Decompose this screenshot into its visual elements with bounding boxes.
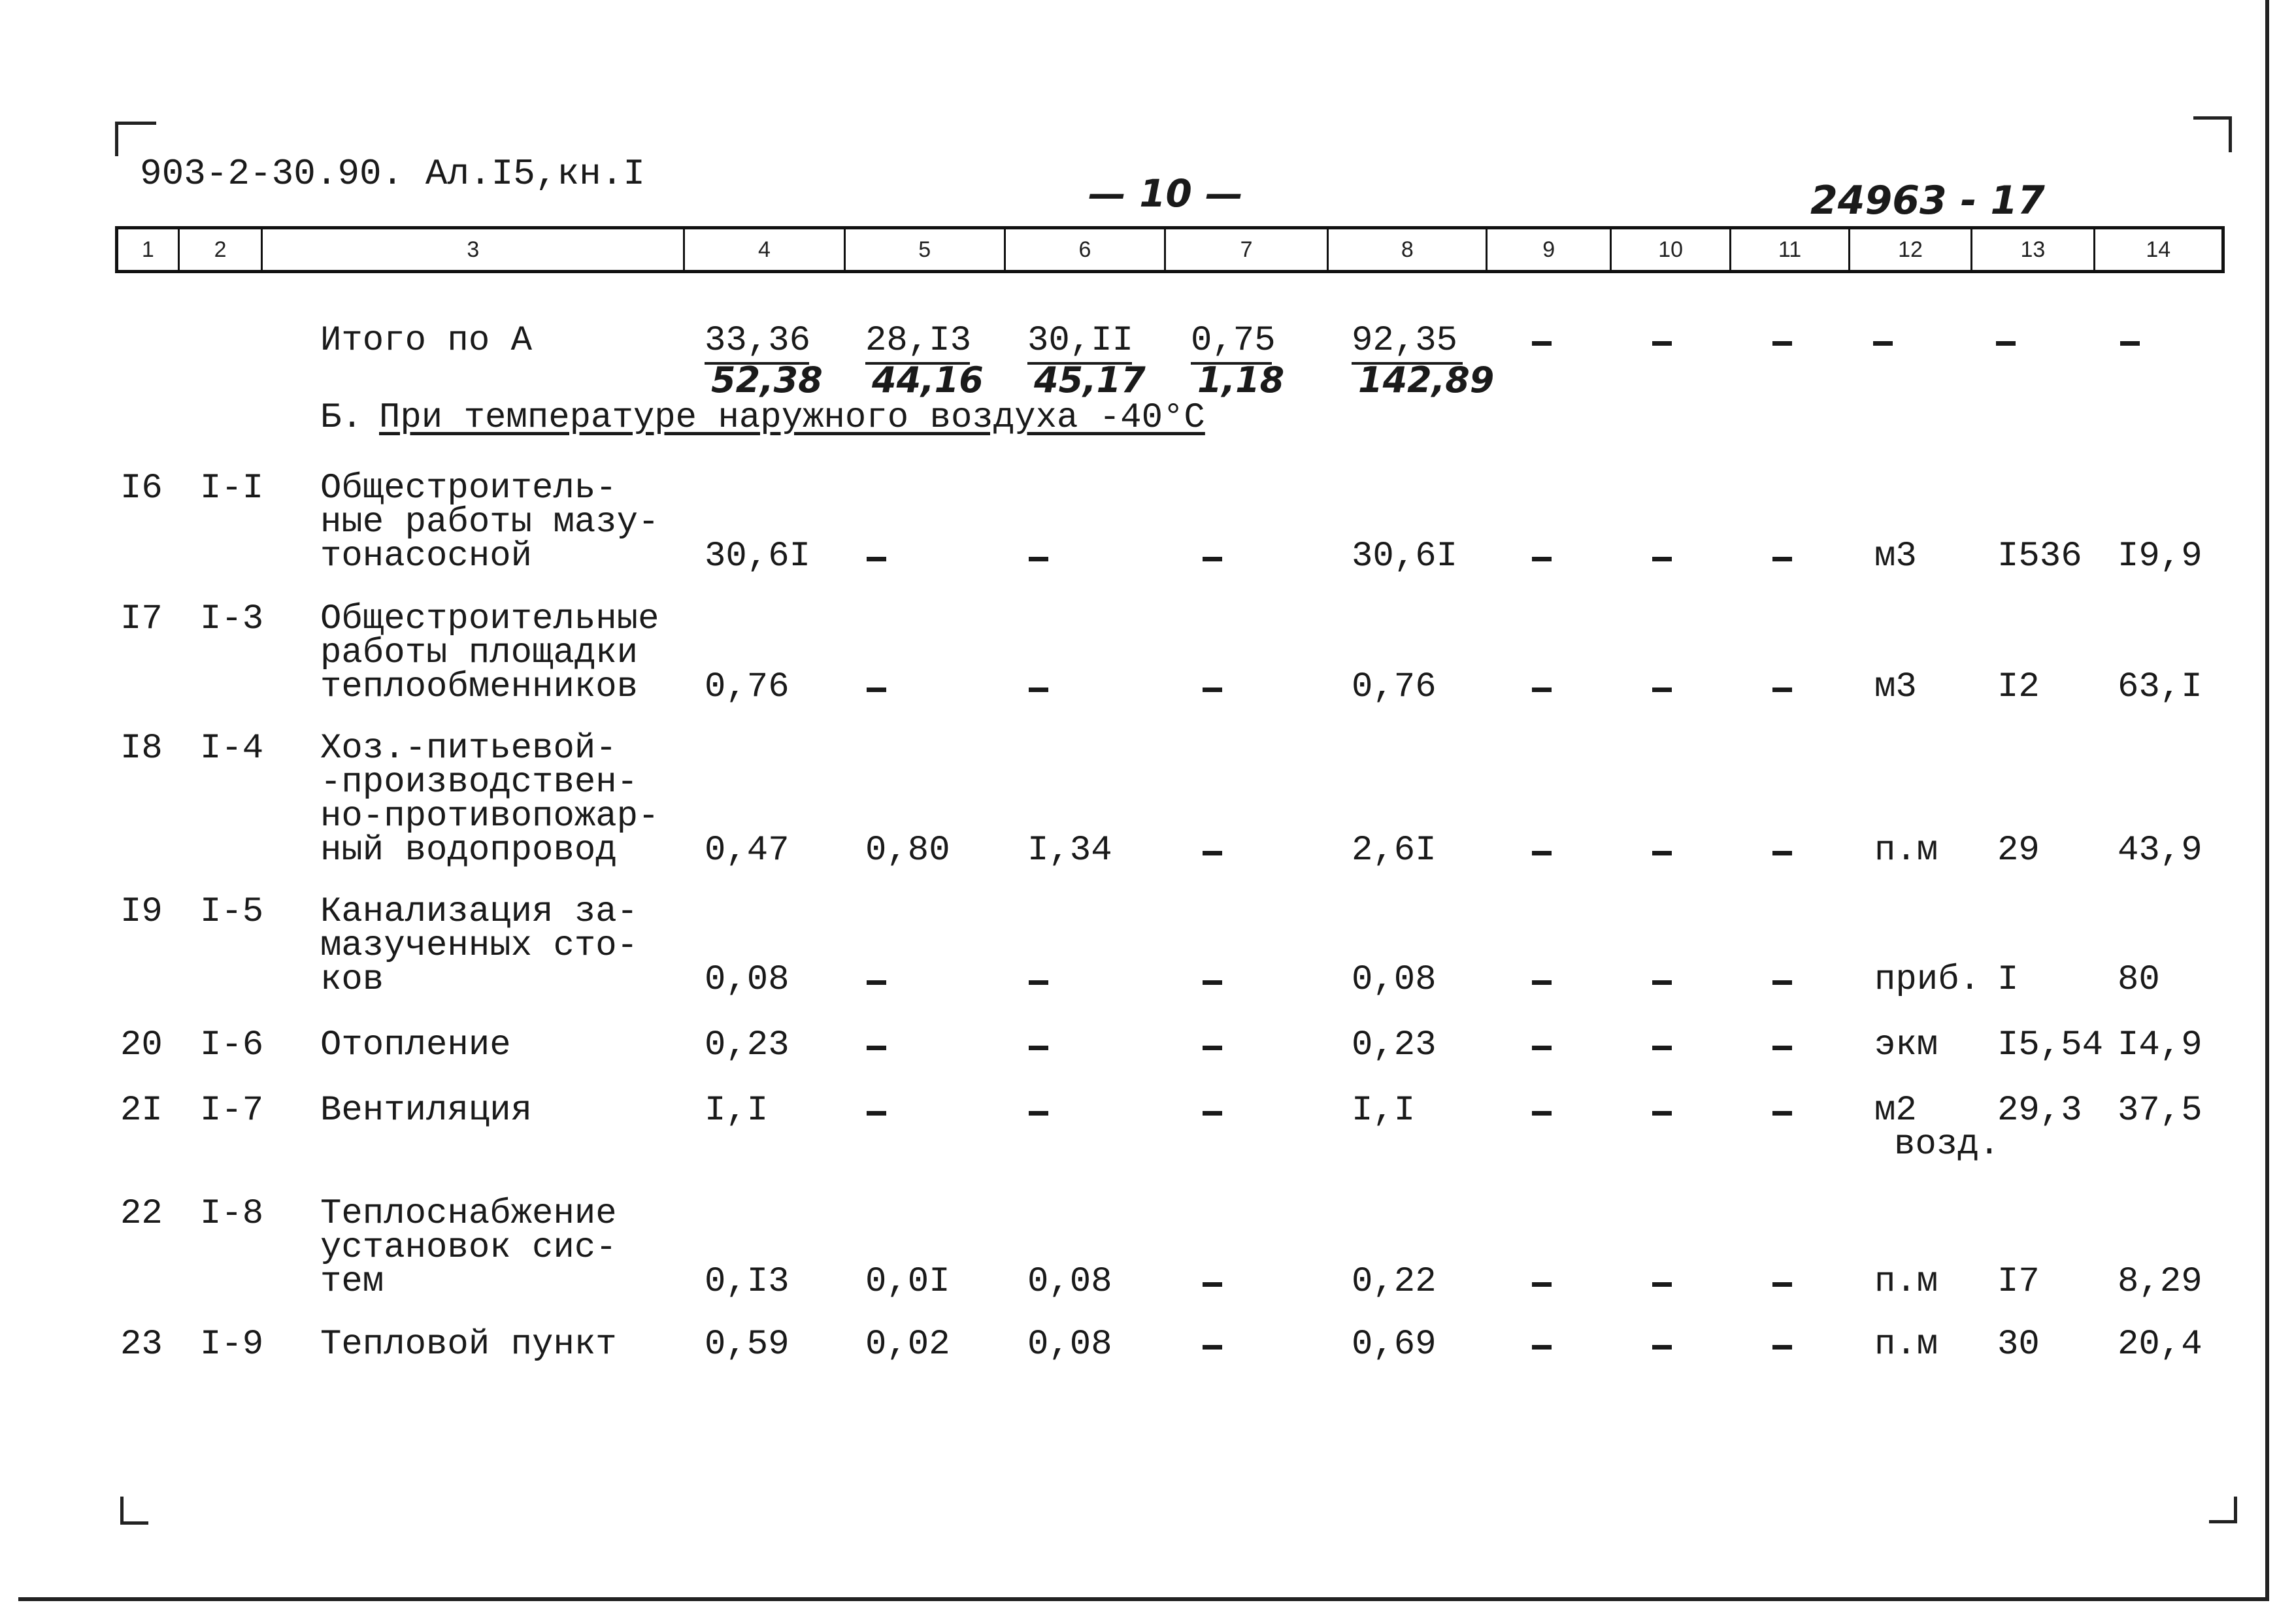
row-value-col14: 8,29 xyxy=(2118,1262,2203,1302)
column-header-7: 7 xyxy=(1166,229,1329,270)
row-dash-c7 xyxy=(1203,557,1222,561)
row-number: I8 xyxy=(120,729,163,769)
row-unit: приб. xyxy=(1874,960,1981,1000)
row-number: 22 xyxy=(120,1194,163,1234)
totals-value-bottom: 44,16 xyxy=(872,359,984,401)
column-header-14: 14 xyxy=(2146,237,2171,262)
row-name-line: ков xyxy=(320,960,384,1000)
row-name-line: Хоз.-питьевой- xyxy=(320,729,617,769)
row-value-col4: 0,I3 xyxy=(705,1262,790,1302)
column-header-4: 4 xyxy=(685,229,845,270)
column-header-12: 12 xyxy=(1850,229,1972,270)
row-dash-c11 xyxy=(1772,1046,1792,1050)
row-unit: п.м xyxy=(1874,1325,1938,1365)
row-value-col4: 0,08 xyxy=(705,960,790,1000)
frame-corner-bottom-right xyxy=(2209,1497,2237,1523)
row-quantity: I536 xyxy=(1997,537,2082,576)
row-value-col8: 2,6I xyxy=(1352,831,1437,870)
row-dash-c6 xyxy=(1029,688,1048,692)
row-dash-c6 xyxy=(1029,557,1048,561)
totals-value-bottom: 142,89 xyxy=(1358,359,1495,401)
row-quantity: I2 xyxy=(1997,667,2040,707)
row-code: I-3 xyxy=(200,599,264,639)
row-number: I7 xyxy=(120,599,163,639)
row-dash-c7 xyxy=(1203,1111,1222,1116)
row-value-col14: I9,9 xyxy=(2118,537,2203,576)
row-value-col4: 30,6I xyxy=(705,537,811,576)
row-dash-c7 xyxy=(1203,851,1222,855)
column-header-13: 13 xyxy=(1972,229,2095,270)
row-dash-c9 xyxy=(1532,980,1552,985)
row-value-c6: 0,08 xyxy=(1027,1325,1112,1365)
row-value-col14: 80 xyxy=(2118,960,2160,1000)
frame-corner-top-left xyxy=(115,122,156,156)
column-number-strip xyxy=(115,226,2225,273)
row-dash-c6 xyxy=(1029,1111,1048,1116)
row-dash-c11 xyxy=(1772,980,1792,985)
totals-value-bottom: 1,18 xyxy=(1197,359,1285,401)
row-dash-c11 xyxy=(1772,688,1792,692)
row-value-c6: I,34 xyxy=(1027,831,1112,870)
totals-dash xyxy=(1873,341,1893,346)
row-code: I-4 xyxy=(200,729,264,769)
row-name-line: ный водопровод xyxy=(320,831,617,870)
row-value-col14: 20,4 xyxy=(2118,1325,2203,1365)
totals-value-top: 33,36 xyxy=(705,321,811,361)
row-name-line: но-противопожар- xyxy=(320,797,659,837)
row-number: I6 xyxy=(120,469,163,508)
row-dash-c10 xyxy=(1652,557,1672,561)
column-header-10: 10 xyxy=(1612,229,1731,270)
row-dash-c10 xyxy=(1652,688,1672,692)
column-header-8: 8 xyxy=(1329,229,1488,270)
row-dash-c5 xyxy=(867,980,886,985)
row-value-col8: 0,23 xyxy=(1352,1025,1437,1065)
row-value-col4: I,I xyxy=(705,1091,769,1131)
row-dash-c6 xyxy=(1029,980,1048,985)
totals-dash xyxy=(2120,341,2140,346)
row-name-line: ные работы мазу- xyxy=(320,503,659,542)
row-value-col4: 0,47 xyxy=(705,831,790,870)
row-unit: м3 xyxy=(1874,667,1917,707)
row-value-c5: 0,80 xyxy=(865,831,950,870)
row-dash-c7 xyxy=(1203,688,1222,692)
row-value-col4: 0,23 xyxy=(705,1025,790,1065)
column-header-6: 6 xyxy=(1006,229,1166,270)
row-value-col8: 0,08 xyxy=(1352,960,1437,1000)
row-name-line: тем xyxy=(320,1262,384,1302)
totals-value-bottom: 45,17 xyxy=(1034,359,1146,401)
row-code: I-8 xyxy=(200,1194,264,1234)
totals-label: Итого по А xyxy=(320,321,533,361)
column-header-3: 3 xyxy=(263,229,685,270)
row-quantity: 30 xyxy=(1997,1325,2040,1365)
totals-value-top: 0,75 xyxy=(1191,321,1276,361)
row-unit: м2 xyxy=(1874,1091,1917,1131)
row-name-line: Вентиляция xyxy=(320,1091,533,1131)
row-dash-c11 xyxy=(1772,1345,1792,1350)
column-header-9: 9 xyxy=(1488,229,1611,270)
row-dash-c10 xyxy=(1652,980,1672,985)
row-code: I-I xyxy=(200,469,264,508)
row-number: I9 xyxy=(120,892,163,932)
row-dash-c10 xyxy=(1652,851,1672,855)
row-dash-c10 xyxy=(1652,1282,1672,1287)
row-dash-c9 xyxy=(1532,1046,1552,1050)
row-number: 23 xyxy=(120,1325,163,1365)
row-value-col14: 43,9 xyxy=(2118,831,2203,870)
totals-dash xyxy=(1532,341,1552,346)
row-value-col4: 0,59 xyxy=(705,1325,790,1365)
row-name-line: мазученных сто- xyxy=(320,926,639,966)
totals-value-top: 92,35 xyxy=(1352,321,1458,361)
row-dash-c11 xyxy=(1772,557,1792,561)
section-b-title: При температуре наружного воздуха -40°С xyxy=(379,398,1205,438)
row-quantity: 29 xyxy=(1997,831,2040,870)
row-value-col4: 0,76 xyxy=(705,667,790,707)
row-unit: п.м xyxy=(1874,831,1938,870)
row-quantity: I xyxy=(1997,960,2019,1000)
row-name-line: Общестроитель- xyxy=(320,469,617,508)
row-unit: экм xyxy=(1874,1025,1938,1065)
row-name-line: работы площадки xyxy=(320,633,639,673)
document-reference: 903-2-30.90. Ал.I5,кн.I xyxy=(140,153,645,195)
row-dash-c5 xyxy=(867,1046,886,1050)
row-dash-c7 xyxy=(1203,1046,1222,1050)
column-header-1: 1 xyxy=(118,229,180,270)
row-dash-c7 xyxy=(1203,1345,1222,1350)
row-dash-c5 xyxy=(867,688,886,692)
row-dash-c9 xyxy=(1532,1282,1552,1287)
row-code: I-7 xyxy=(200,1091,264,1131)
row-number: 20 xyxy=(120,1025,163,1065)
frame-corner-bottom-left xyxy=(120,1497,148,1525)
section-b-prefix: Б. xyxy=(320,398,363,438)
archive-stamp-number: 24963 - 17 xyxy=(1810,178,2045,224)
page-number: — 10 — xyxy=(1088,171,1244,216)
row-quantity: I7 xyxy=(1997,1262,2040,1302)
row-dash-c9 xyxy=(1532,1111,1552,1116)
row-value-col8: 0,22 xyxy=(1352,1262,1437,1302)
row-dash-c10 xyxy=(1652,1345,1672,1350)
totals-dash xyxy=(1996,341,2016,346)
row-dash-c11 xyxy=(1772,1282,1792,1287)
row-value-col8: 0,76 xyxy=(1352,667,1437,707)
row-quantity: 29,3 xyxy=(1997,1091,2082,1131)
row-value-col14: 63,I xyxy=(2118,667,2203,707)
totals-value-bottom: 52,38 xyxy=(711,359,823,401)
row-name-line: установок сис- xyxy=(320,1228,617,1268)
totals-dash xyxy=(1652,341,1672,346)
row-dash-c11 xyxy=(1772,1111,1792,1116)
row-code: I-6 xyxy=(200,1025,264,1065)
frame-corner-top-right xyxy=(2193,116,2232,152)
row-value-c5: 0,0I xyxy=(865,1262,950,1302)
column-header-11: 11 xyxy=(1731,229,1850,270)
row-name-line: теплообменников xyxy=(320,667,639,707)
row-value-col14: 37,5 xyxy=(2118,1091,2203,1131)
row-name-line: Канализация за- xyxy=(320,892,639,932)
row-dash-c7 xyxy=(1203,980,1222,985)
column-header-5: 5 xyxy=(846,229,1006,270)
row-value-c5: 0,02 xyxy=(865,1325,950,1365)
totals-dash xyxy=(1772,341,1792,346)
row-unit: м3 xyxy=(1874,537,1917,576)
row-value-c6: 0,08 xyxy=(1027,1262,1112,1302)
row-dash-c9 xyxy=(1532,688,1552,692)
row-name-line: Отопление xyxy=(320,1025,511,1065)
row-code: I-5 xyxy=(200,892,264,932)
row-number: 2I xyxy=(120,1091,163,1131)
column-header-2: 2 xyxy=(180,229,263,270)
row-value-col8: I,I xyxy=(1352,1091,1416,1131)
row-value-col8: 30,6I xyxy=(1352,537,1458,576)
row-name-line: Теплоснабжение xyxy=(320,1194,617,1234)
row-name-line: Общестроительные xyxy=(320,599,659,639)
row-unit: возд. xyxy=(1894,1125,2001,1165)
page-edge-bottom xyxy=(18,1597,2269,1601)
row-name-line: -производствен- xyxy=(320,763,639,803)
row-dash-c5 xyxy=(867,1111,886,1116)
row-dash-c9 xyxy=(1532,557,1552,561)
row-dash-c5 xyxy=(867,557,886,561)
row-dash-c10 xyxy=(1652,1046,1672,1050)
row-dash-c9 xyxy=(1532,851,1552,855)
row-dash-c6 xyxy=(1029,1046,1048,1050)
row-quantity: I5,54 xyxy=(1997,1025,2104,1065)
row-dash-c10 xyxy=(1652,1111,1672,1116)
totals-value-top: 28,I3 xyxy=(865,321,972,361)
totals-value-top: 30,II xyxy=(1027,321,1134,361)
row-code: I-9 xyxy=(200,1325,264,1365)
row-value-col14: I4,9 xyxy=(2118,1025,2203,1065)
row-unit: п.м xyxy=(1874,1262,1938,1302)
row-name-line: Тепловой пункт xyxy=(320,1325,617,1365)
row-dash-c11 xyxy=(1772,851,1792,855)
page-edge-right xyxy=(2265,0,2269,1601)
row-value-col8: 0,69 xyxy=(1352,1325,1437,1365)
row-name-line: тонасосной xyxy=(320,537,533,576)
row-dash-c9 xyxy=(1532,1345,1552,1350)
row-dash-c7 xyxy=(1203,1282,1222,1287)
